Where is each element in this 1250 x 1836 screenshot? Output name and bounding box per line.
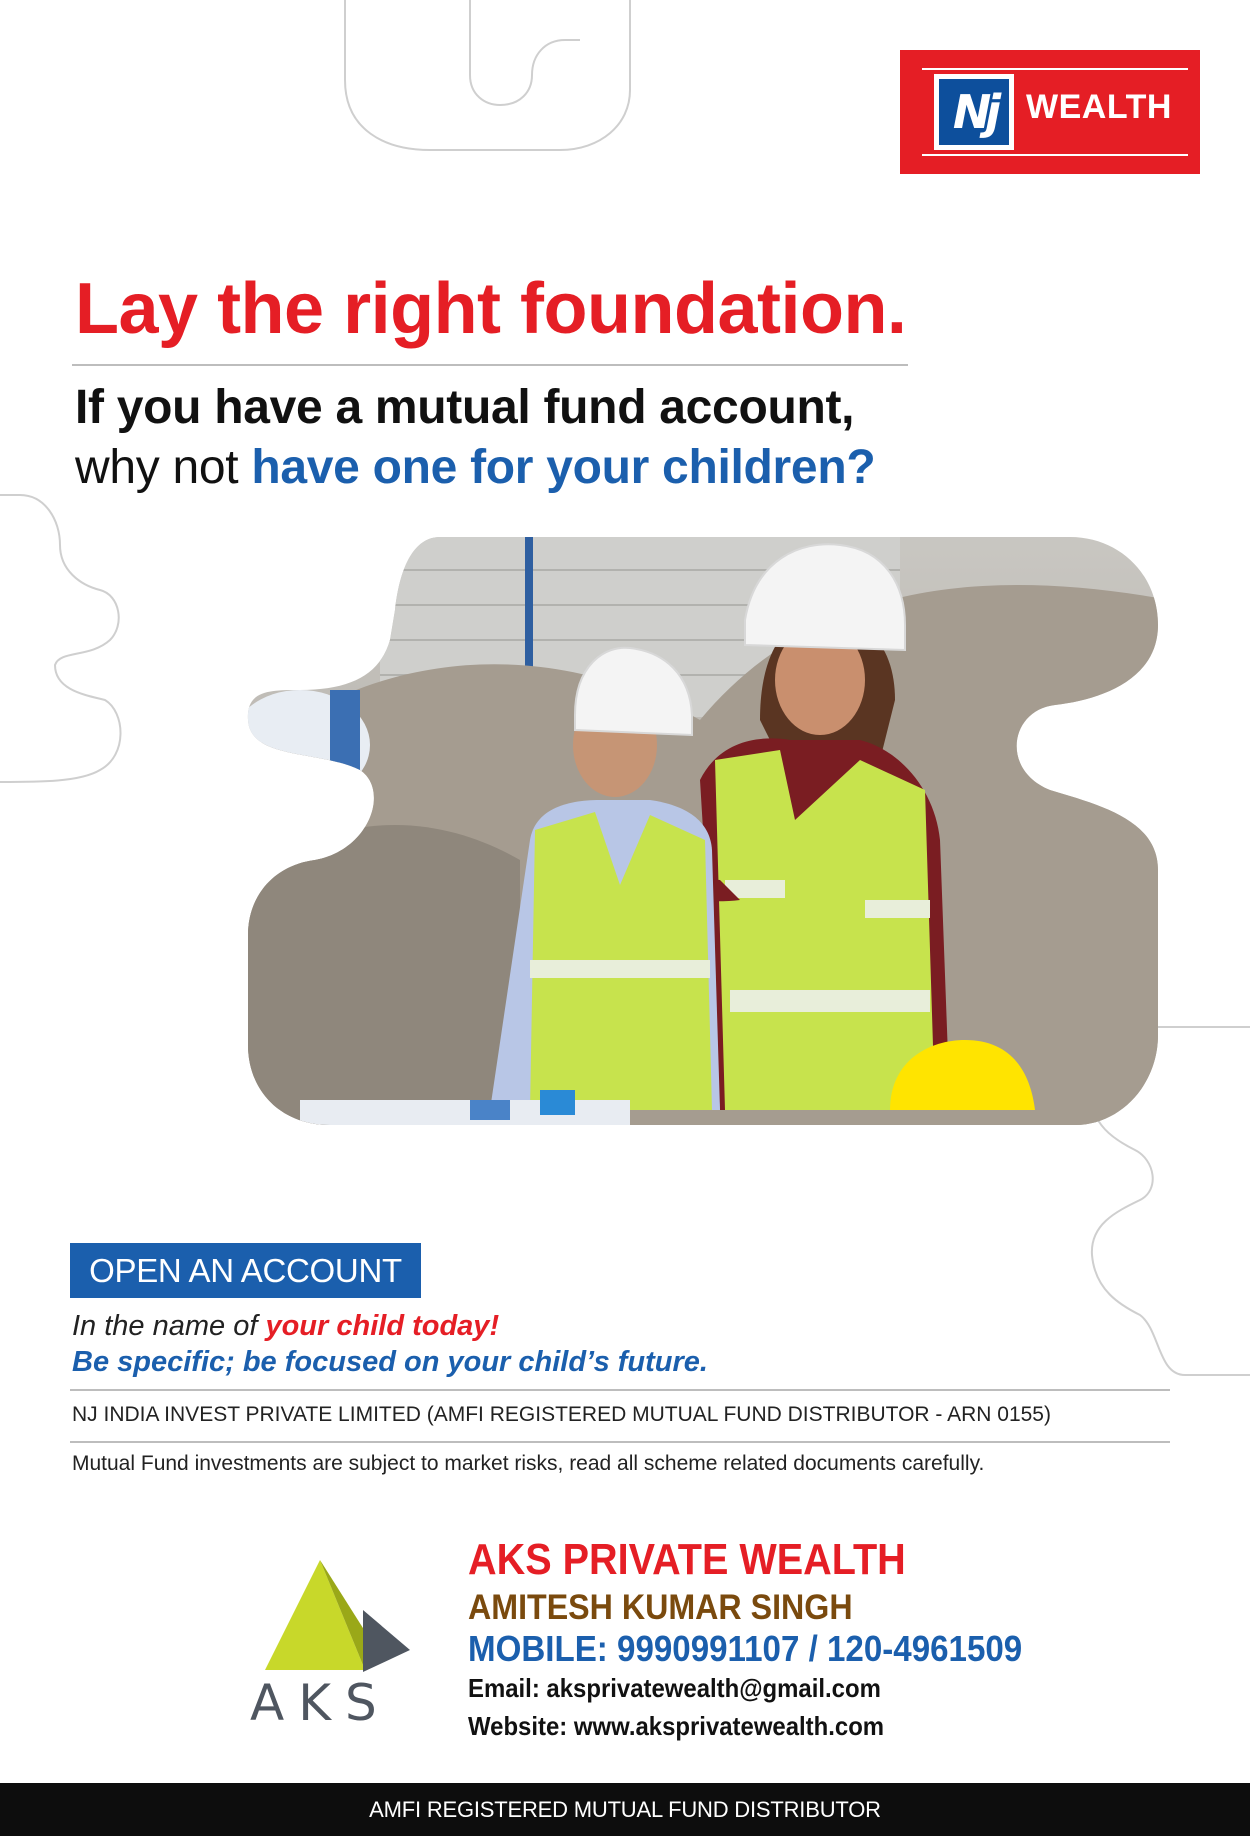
risk-disclaimer: Mutual Fund investments are subject to market risks, read all scheme related documents carefully. — [72, 1452, 985, 1475]
distributor-email[interactable]: Email: aksprivatewealth@gmail.com — [468, 1673, 881, 1703]
subheadline-highlight: have one for your children? — [251, 441, 876, 494]
divider-1 — [70, 1389, 1170, 1391]
nj-mark-icon: Nj — [934, 74, 1014, 150]
company-disclaimer: NJ INDIA INVEST PRIVATE LIMITED (AMFI REGISTERED MUTUAL FUND DISTRIBUTOR - ARN 0155) — [72, 1403, 1051, 1426]
footer-bar — [0, 1783, 1250, 1836]
aks-logo-text: AKS — [250, 1674, 391, 1725]
subheadline-line1: If you have a mutual fund account, — [75, 381, 855, 434]
aks-logo — [245, 1560, 435, 1725]
distributor-website[interactable]: Website: www.aksprivatewealth.com — [468, 1711, 885, 1741]
subheadline-lead: why not — [75, 441, 252, 494]
logo-wordmark: WEALTH — [1026, 88, 1172, 126]
distributor-person: AMITESH KUMAR SINGH — [468, 1588, 853, 1627]
headline: Lay the right foundation. — [75, 269, 907, 349]
cta-line2: Be specific; be focused on your child’s future. — [72, 1346, 708, 1378]
cta-line1-lead: In the name of — [72, 1310, 266, 1342]
footer-text: AMFI REGISTERED MUTUAL FUND DISTRIBUTOR — [369, 1796, 881, 1822]
cta-line1-highlight: your child today! — [265, 1310, 500, 1342]
open-account-button[interactable]: OPEN AN ACCOUNT — [70, 1243, 421, 1298]
divider-2 — [70, 1441, 1170, 1443]
distributor-name: AKS PRIVATE WEALTH — [468, 1535, 906, 1584]
cta-line1 — [72, 1310, 499, 1343]
distributor-mobile: MOBILE: 9990991107 / 120-4961509 — [468, 1628, 1023, 1669]
